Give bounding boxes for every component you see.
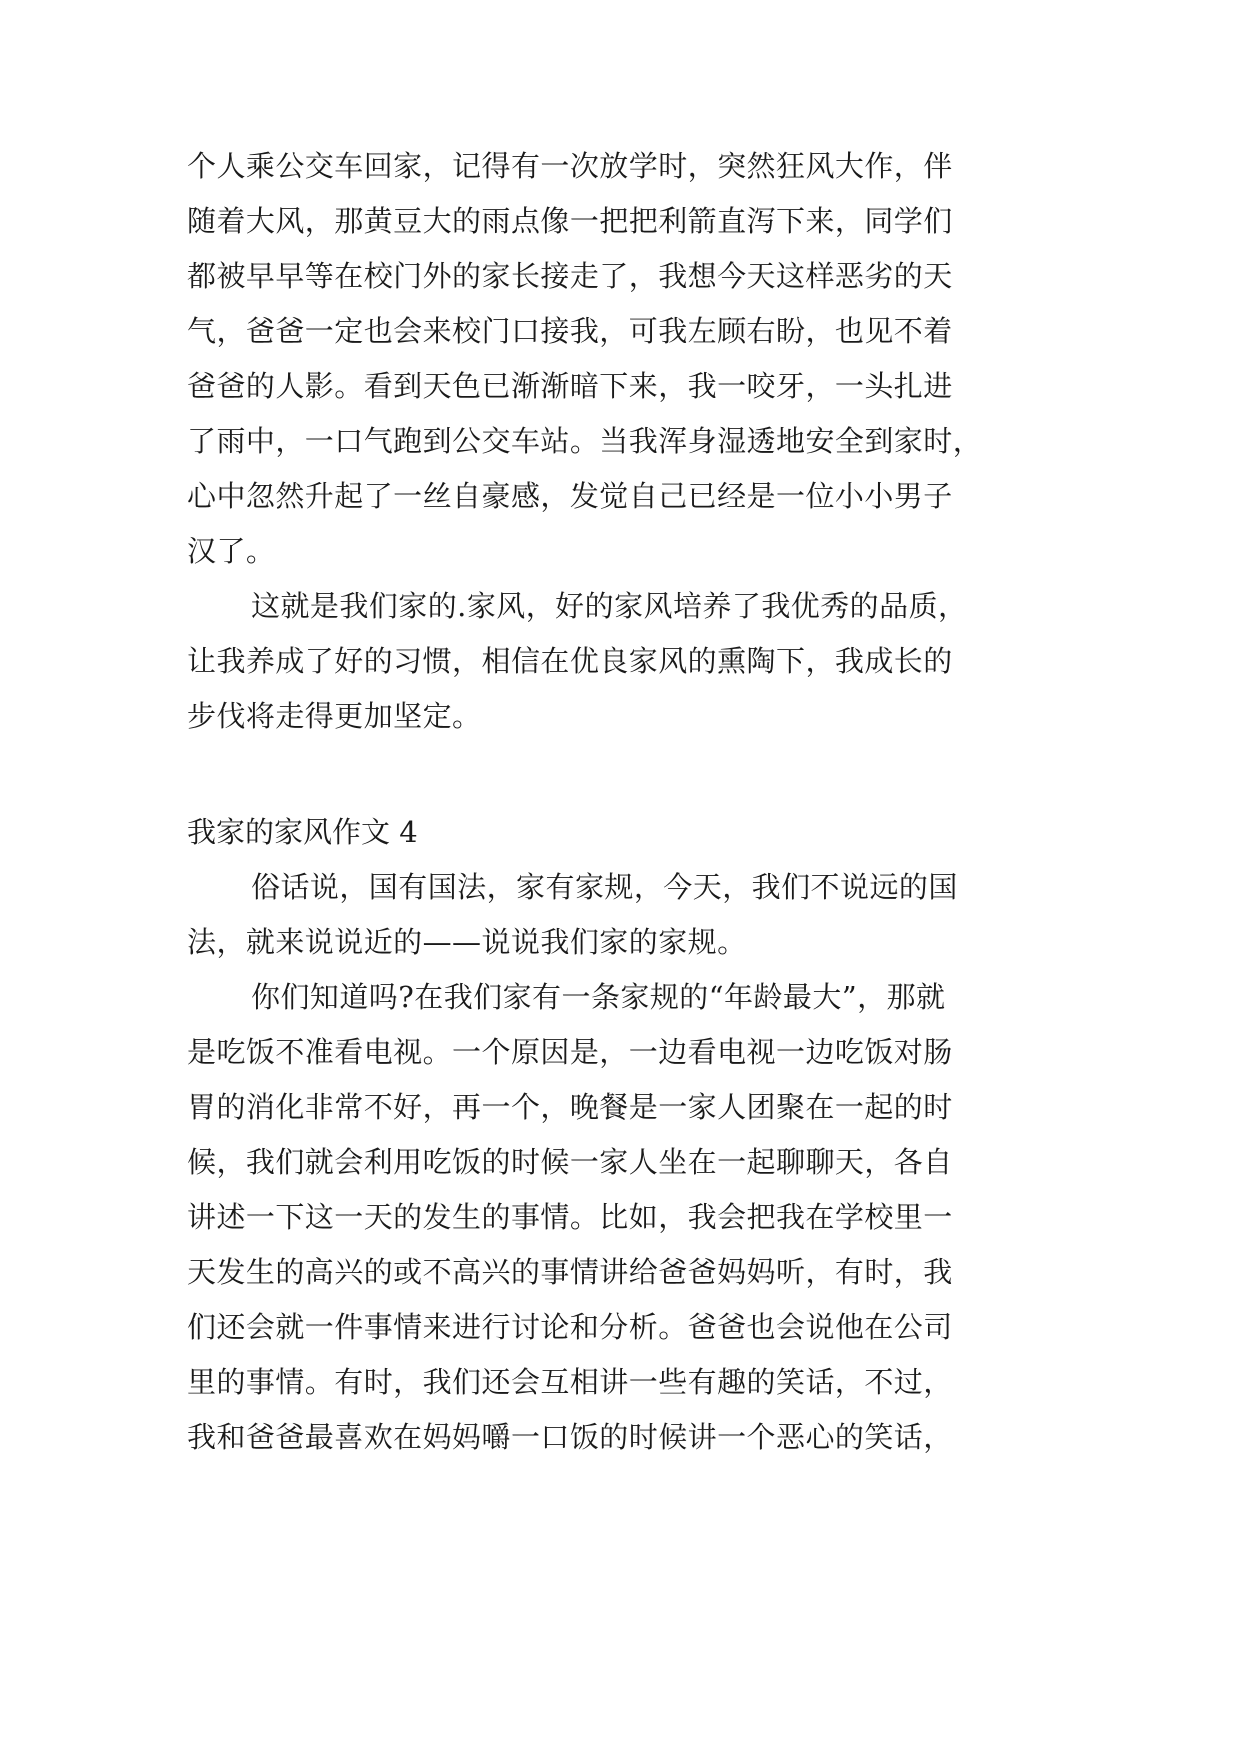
paragraph-3-line: 俗话说，国有国法，家有家规，今天，我们不说远的国 xyxy=(251,870,958,904)
paragraph-4-line: 们还会就一件事情来进行讨论和分析。爸爸也会说他在公司 xyxy=(187,1310,953,1344)
paragraph-4-line: 天发生的高兴的或不高兴的事情讲给爸爸妈妈听，有时，我 xyxy=(187,1255,953,1289)
paragraph-2-line: 让我养成了好的习惯，相信在优良家风的熏陶下，我成长的 xyxy=(187,644,953,678)
paragraph-4-line: 胃的消化非常不好，再一个，晚餐是一家人团聚在一起的时 xyxy=(187,1090,953,1124)
paragraph-1-line: 心中忽然升起了一丝自豪感，发觉自己已经是一位小小男子 xyxy=(187,479,953,513)
paragraph-1-line: 随着大风，那黄豆大的雨点像一把把利箭直泻下来，同学们 xyxy=(187,204,953,238)
paragraph-1-line: 了雨中，一口气跑到公交车站。当我浑身湿透地安全到家时， xyxy=(187,424,983,458)
paragraph-2-line: 步伐将走得更加坚定。 xyxy=(187,699,482,733)
paragraph-1-line: 个人乘公交车回家，记得有一次放学时，突然狂风大作，伴 xyxy=(187,149,953,183)
paragraph-4-line: 讲述一下这一天的发生的事情。比如，我会把我在学校里一 xyxy=(187,1200,953,1234)
paragraph-4-line: 候，我们就会利用吃饭的时候一家人坐在一起聊聊天，各自 xyxy=(187,1145,953,1179)
section-heading: 我家的家风作文 4 xyxy=(187,815,418,849)
paragraph-4-line: 是吃饭不准看电视。一个原因是，一边看电视一边吃饭对肠 xyxy=(187,1035,953,1069)
paragraph-4-line: 你们知道吗?在我们家有一条家规的“年龄最大”，那就 xyxy=(251,980,946,1014)
paragraph-1-line: 汉了。 xyxy=(187,534,276,568)
paragraph-1-line: 气，爸爸一定也会来校门口接我，可我左顾右盼，也见不着 xyxy=(187,314,953,348)
paragraph-3-line: 法，就来说说近的——说说我们家的家规。 xyxy=(187,925,747,959)
paragraph-1-line: 都被早早等在校门外的家长接走了，我想今天这样恶劣的天 xyxy=(187,259,953,293)
paragraph-1-line: 爸爸的人影。看到天色已渐渐暗下来，我一咬牙，一头扎进 xyxy=(187,369,953,403)
paragraph-2-line: 这就是我们家的.家风，好的家风培养了我优秀的品质， xyxy=(251,589,968,623)
paragraph-4-line: 我和爸爸最喜欢在妈妈嚼一口饭的时候讲一个恶心的笑话， xyxy=(187,1420,953,1454)
paragraph-4-line: 里的事情。有时，我们还会互相讲一些有趣的笑话，不过， xyxy=(187,1365,953,1399)
